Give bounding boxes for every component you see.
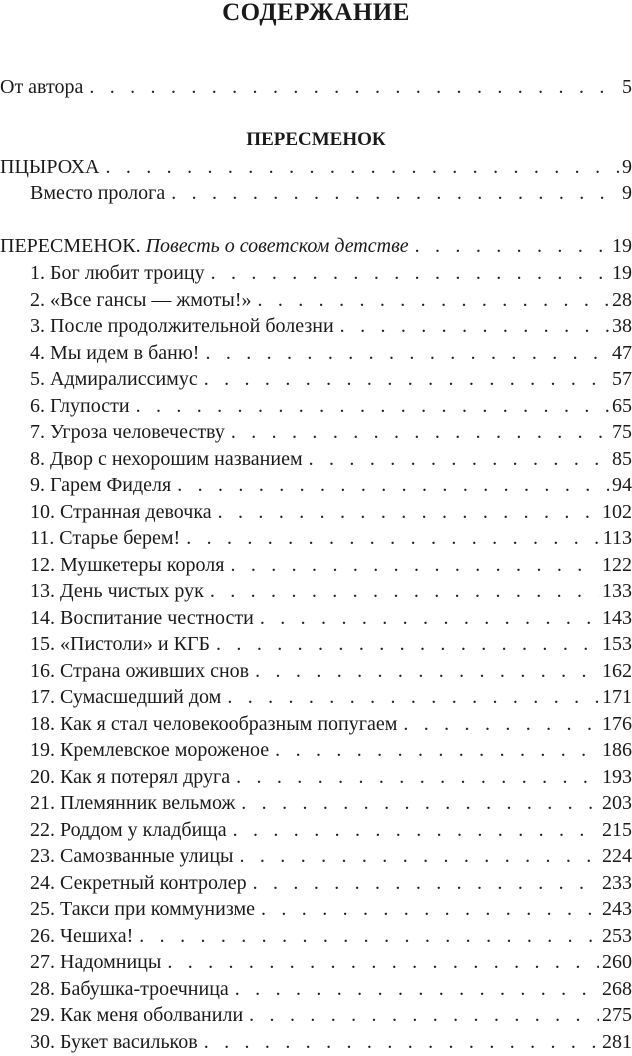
leader-dots <box>415 233 609 259</box>
toc-entry-chapter[interactable] <box>0 790 632 816</box>
toc-page-number: 19 <box>612 235 632 257</box>
leader-dots <box>227 684 599 710</box>
toc-entry-chapter[interactable] <box>0 499 632 525</box>
toc-page-number: 224 <box>602 845 632 867</box>
toc-entry-chapter[interactable] <box>0 578 632 604</box>
toc-page-number: 233 <box>602 871 632 894</box>
leader-dots <box>177 472 609 498</box>
toc-page-number: 186 <box>602 739 632 761</box>
toc-page-number: 38 <box>612 315 632 337</box>
toc-entry-label: 10. Странная девочка <box>30 500 212 523</box>
toc-entry-label: От автора <box>0 76 84 98</box>
toc-entry-label: 4. Мы идем в баню! <box>30 341 200 364</box>
toc-entry-label: 29. Как меня оболванили <box>30 1004 244 1026</box>
toc-entry-label: 19. Кремлевское мороженое <box>30 739 270 761</box>
toc-page-number: 243 <box>602 898 632 920</box>
toc-entry-chapter[interactable] <box>0 711 632 737</box>
toc-page-number: 85 <box>612 447 632 470</box>
toc-entry-chapter[interactable] <box>0 472 632 498</box>
leader-dots <box>340 313 609 339</box>
toc-entry-label: 20. Как я потерял друга <box>30 765 231 788</box>
leader-dots <box>236 764 599 790</box>
toc-page-number: 143 <box>602 606 632 629</box>
novel-title: ПЕРЕСМЕНОК. <box>0 235 146 257</box>
leader-dots <box>218 499 599 525</box>
toc-entry-chapter[interactable] <box>0 870 632 896</box>
toc-entry-label: 3. После продолжительной болезни <box>30 315 334 337</box>
leader-dots <box>136 393 609 419</box>
section-heading: ПЕРЕСМЕНОК <box>246 129 386 150</box>
toc-entry-label: 7. Угроза человечеству <box>30 421 225 443</box>
toc-entry-chapter[interactable] <box>0 393 632 419</box>
leader-dots <box>275 737 599 763</box>
toc-entry-label: 16. Страна оживших снов <box>30 659 250 682</box>
toc-entry-chapter[interactable] <box>0 737 632 763</box>
toc-page-number: 65 <box>612 394 632 417</box>
leader-dots <box>216 631 599 657</box>
leader-dots <box>231 419 609 445</box>
leader-dots <box>249 1002 599 1028</box>
leader-dots <box>167 949 599 975</box>
toc-entry-label: 14. Воспитание честности <box>30 606 254 629</box>
toc-entry-label: 15. «Пистоли» и КГБ <box>30 633 211 655</box>
toc-entry-chapter[interactable] <box>0 525 632 551</box>
toc-page-number: 102 <box>602 500 632 523</box>
toc-entry-chapter[interactable] <box>0 684 632 710</box>
leader-dots <box>211 260 609 286</box>
toc-entry-label: 6. Глупости <box>30 394 130 417</box>
toc-entry-label: 18. Как я стал человекообразным попугаем <box>30 712 398 735</box>
toc-entry-chapter[interactable] <box>0 817 632 843</box>
leader-dots <box>230 552 599 578</box>
toc-entry-chapter[interactable] <box>0 764 632 790</box>
toc-entry-chapter[interactable] <box>0 923 632 949</box>
leader-dots <box>309 446 609 472</box>
toc-entry-chapter[interactable] <box>0 658 632 684</box>
toc-entry-prologue[interactable] <box>0 180 632 206</box>
toc-page-number: 57 <box>612 368 632 390</box>
toc-entry-chapter[interactable] <box>0 419 632 445</box>
toc-entry-chapter[interactable] <box>0 1002 632 1028</box>
toc-entry-chapter[interactable] <box>0 260 632 286</box>
toc-entry-chapter[interactable] <box>0 1029 632 1055</box>
leader-dots <box>171 180 619 206</box>
toc-entry-label: 27. Надомницы <box>30 951 162 973</box>
toc-page-number: 47 <box>612 341 632 364</box>
toc-page-number: 75 <box>612 421 632 443</box>
toc-entry-label: 1. Бог любит троицу <box>30 262 205 284</box>
toc-entry-label: 21. Племянник вельмож <box>30 792 236 814</box>
toc-entry-chapter[interactable] <box>0 896 632 922</box>
toc-page-number: 122 <box>602 553 632 576</box>
toc-entry-pcyroha[interactable] <box>0 154 632 180</box>
toc-page-number: 9 <box>622 156 632 178</box>
leader-dots <box>241 790 599 816</box>
toc-page-number: 253 <box>602 924 632 947</box>
toc-entry-chapter[interactable] <box>0 552 632 578</box>
page-title: СОДЕРЖАНИЕ <box>222 0 410 26</box>
leader-dots <box>186 525 600 551</box>
toc-entry-label: 9. Гарем Фиделя <box>30 474 172 496</box>
leader-dots <box>205 340 609 366</box>
toc-entry-chapter[interactable] <box>0 843 632 869</box>
toc-entry-chapter[interactable] <box>0 340 632 366</box>
toc-entry-chapter[interactable] <box>0 313 632 339</box>
toc-page-number: 171 <box>602 686 632 708</box>
toc-page-number: 9 <box>622 182 632 204</box>
toc-entry-label: 26. Чешиха! <box>30 924 134 947</box>
toc-entry-label: 17. Сумасшедший дом <box>30 686 222 708</box>
toc-entry-label: 24. Секретный контролер <box>30 871 247 894</box>
toc-entry-chapter[interactable] <box>0 605 632 631</box>
toc-page-number: 133 <box>602 580 632 602</box>
toc-page-number: 94 <box>612 474 632 496</box>
leader-dots <box>257 287 609 313</box>
toc-entry-label: 11. Старье берем! <box>30 527 181 549</box>
toc-page-number: 268 <box>602 977 632 1000</box>
leader-dots <box>89 74 619 100</box>
toc-page-number: 162 <box>602 659 632 682</box>
toc-entry-label: 8. Двор с нехорошим названием <box>30 447 303 470</box>
leader-dots <box>255 658 599 684</box>
toc-page-number: 153 <box>602 633 632 655</box>
toc-page-number: 28 <box>612 288 632 311</box>
toc-entry-label: Вместо пролога <box>30 182 166 204</box>
toc-entry-label: ПЦЫРОХА <box>0 156 100 178</box>
leader-dots <box>253 870 599 896</box>
leader-dots <box>204 366 609 392</box>
toc-entry-label: 25. Такси при коммунизме <box>30 898 255 920</box>
toc-entry-chapter[interactable] <box>0 287 632 313</box>
toc-entry-chapter[interactable] <box>0 446 632 472</box>
toc-page-number: 281 <box>602 1030 632 1053</box>
toc-page-number: 215 <box>602 818 632 841</box>
toc-page-number: 203 <box>602 792 632 814</box>
leader-dots <box>233 817 599 843</box>
leader-dots <box>210 578 599 604</box>
toc-entry-chapter[interactable] <box>0 976 632 1002</box>
leader-dots <box>261 896 599 922</box>
toc-entry-label: 22. Роддом у кладбища <box>30 818 227 841</box>
leader-dots <box>403 711 599 737</box>
toc-entry-label: 2. «Все гансы — жмоты!» <box>30 288 252 311</box>
toc-page-number: 113 <box>602 527 632 549</box>
toc-entry-label: 30. Букет васильков <box>30 1030 198 1053</box>
toc-page-number: 176 <box>602 712 632 735</box>
leader-dots <box>105 154 619 180</box>
toc-entry-label: 28. Бабушка-троечница <box>30 977 229 1000</box>
leader-dots <box>235 976 599 1002</box>
toc-page-number: 275 <box>602 1004 632 1026</box>
leader-dots <box>204 1029 599 1055</box>
leader-dots <box>240 843 600 869</box>
toc-entry-label: 5. Адмиралиссимус <box>30 368 198 390</box>
toc-page-number: 193 <box>602 765 632 788</box>
toc-entry-chapter[interactable] <box>0 366 632 392</box>
novel-subtitle: Повесть о советском детстве <box>145 235 409 257</box>
toc-entry-novel[interactable] <box>0 233 632 259</box>
toc-entry-author[interactable] <box>0 74 632 100</box>
toc-entry-chapter[interactable] <box>0 949 632 975</box>
toc-page-number: 5 <box>622 76 632 98</box>
toc-page-number: 19 <box>612 262 632 284</box>
toc-entry-label: 23. Самозванные улицы <box>30 845 234 867</box>
leader-dots <box>260 605 599 631</box>
toc-entry-label: 12. Мушкетеры короля <box>30 553 225 576</box>
toc-entry-label <box>0 233 409 259</box>
leader-dots <box>139 923 599 949</box>
toc-entry-chapter[interactable] <box>0 631 632 657</box>
toc-entry-label: 13. День чистых рук <box>30 580 204 602</box>
toc-page-number: 260 <box>602 951 632 973</box>
